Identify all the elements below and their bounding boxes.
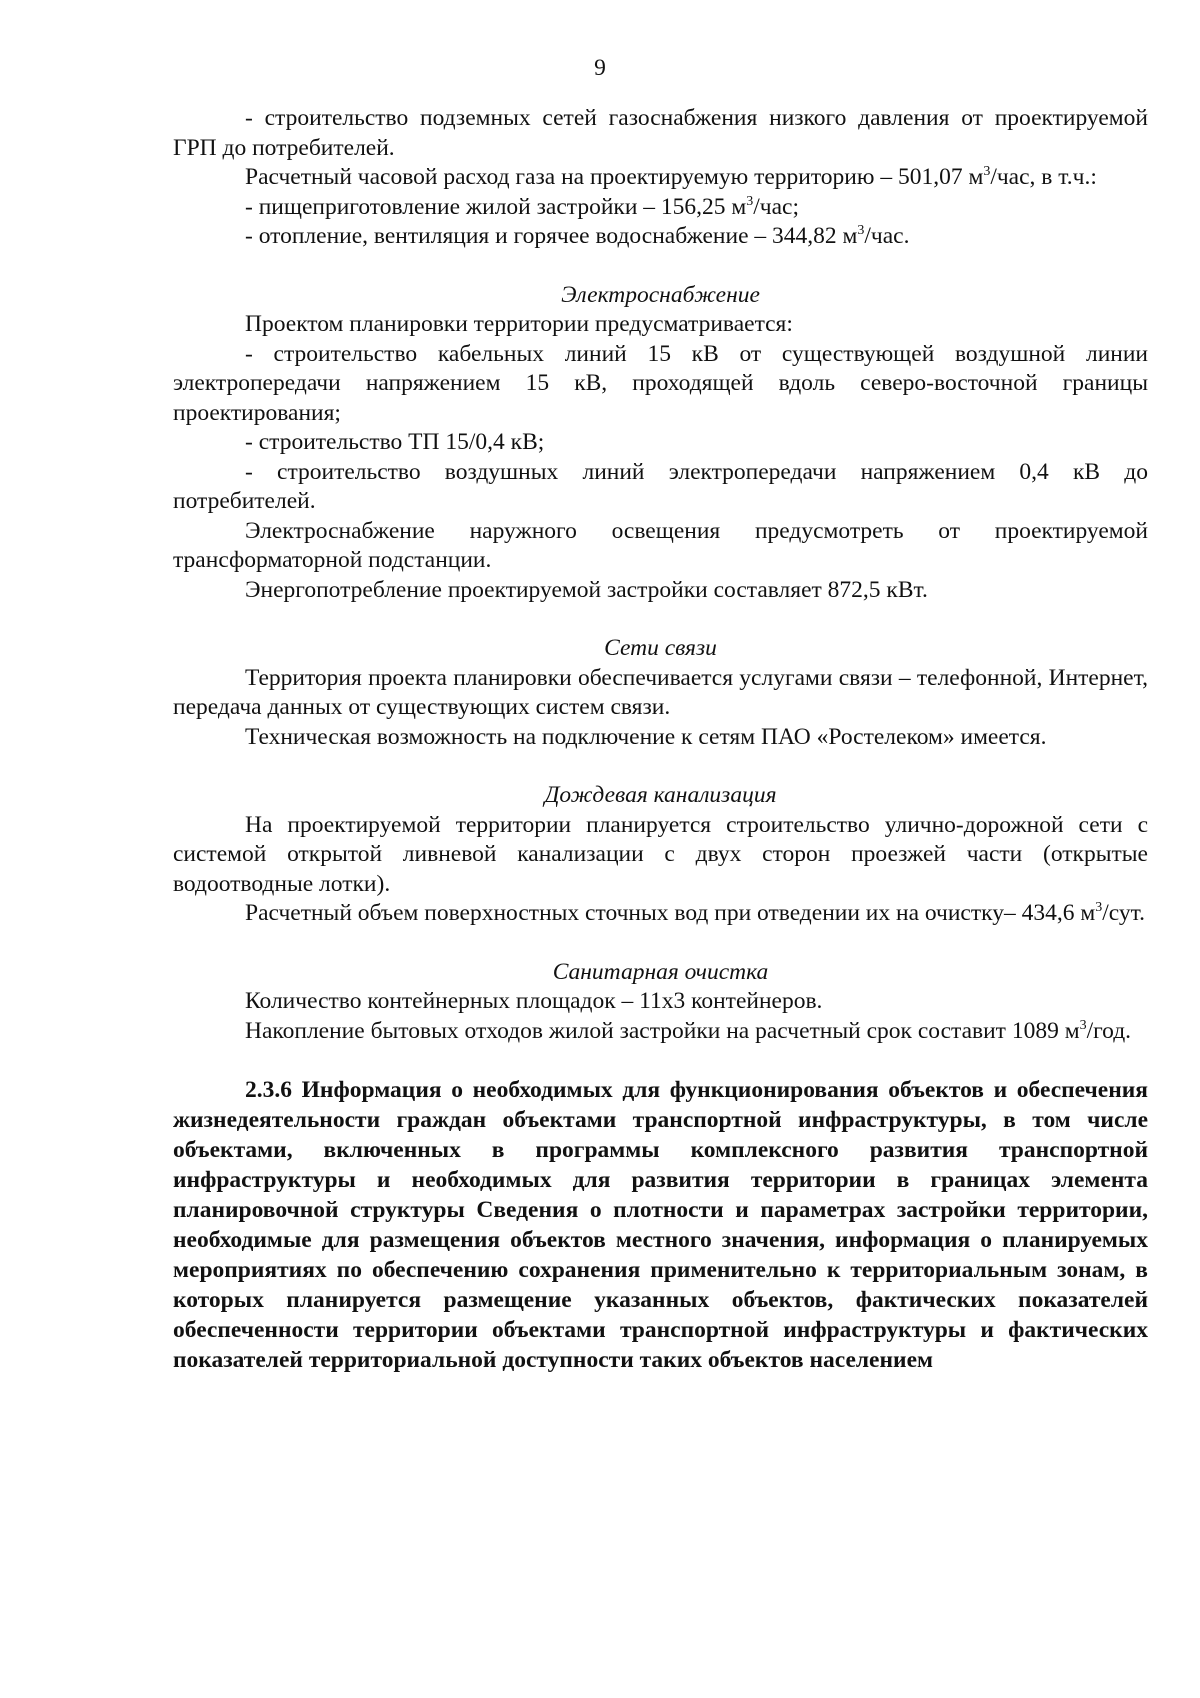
power-heading: Электроснабжение <box>561 281 760 308</box>
power-section <box>173 281 1148 606</box>
gas-paragraph-4 <box>173 222 1148 252</box>
storm-paragraph-2-text: Расчетный объем поверхностных сточных вод при отведении их на очистку– 434,6 м <box>245 900 1096 926</box>
superscript-3: 3 <box>1095 900 1103 915</box>
page-number: 9 <box>594 55 606 81</box>
superscript-3: 3 <box>746 193 754 209</box>
gas-paragraph-3-unit: /час; <box>753 193 800 220</box>
superscript-3: 3 <box>983 164 991 179</box>
power-paragraph-4: - строительство воздушных линий электропередачи напряжением 0,4 кВ до потребителей. <box>173 458 1148 514</box>
comms-paragraph-1: Территория проекта планировки обеспечивается услугами связи – телефонной, Интернет, передача данных от существующих систем связи. <box>173 664 1148 720</box>
comms-paragraph-2: Техническая возможность на подключение к сетям ПАО «Ростелеком» имеется. <box>245 723 1047 750</box>
storm-paragraph-1: На проектируемой территории планируется строительство улично-дорожной сети с системой открытой ливневой канализации с двух сторон проезжей части (открытые водоотводные лотки). <box>173 811 1148 897</box>
storm-paragraph-2-unit: /сут. <box>1102 900 1145 926</box>
power-paragraph-2: - строительство кабельных линий 15 кВ от существующей воздушной линии электропередачи напряжением 15 кВ, проходящей вдоль северо-восточной границы проектирования; <box>173 340 1148 426</box>
gas-paragraph-3-text: - пищеприготовление жилой застройки – 156,25 м <box>245 193 747 220</box>
gas-paragraph-1: - строительство подземных сетей газоснабжения низкого давления от проектируемой ГРП до потребителей. <box>173 105 1148 161</box>
sanitary-paragraph-2-unit: /год. <box>1086 1017 1132 1044</box>
comms-heading: Сети связи <box>604 635 717 661</box>
superscript-3: 3 <box>1079 1017 1087 1033</box>
storm-paragraph-2 <box>173 899 1148 929</box>
sanitary-section <box>173 958 1148 1047</box>
sanitary-paragraph-2-text: Накопление бытовых отходов жилой застройки на расчетный срок составит 1089 м <box>245 1017 1080 1044</box>
document-body <box>173 104 1148 1375</box>
gas-paragraph-4-text: - отопление, вентиляция и горячее водоснабжение – 344,82 м <box>245 223 858 249</box>
gas-paragraph-2-text: Расчетный часовой расход газа на проектируемую территорию – 501,07 м <box>245 164 984 190</box>
gas-paragraph-3 <box>173 193 1148 223</box>
sanitary-heading: Санитарная очистка <box>552 958 769 985</box>
power-paragraph-5: Электроснабжение наружного освещения предусмотреть от проектируемой трансформаторной подстанции. <box>173 517 1148 573</box>
power-paragraph-6: Энергопотребление проектируемой застройки составляет 872,5 кВт. <box>245 576 928 603</box>
sanitary-paragraph-1: Количество контейнерных площадок – 11х3 контейнеров. <box>245 988 823 1014</box>
comms-section <box>173 634 1148 752</box>
transport-section <box>173 1075 1148 1375</box>
gas-section <box>173 104 1148 252</box>
storm-section <box>173 781 1148 929</box>
gas-paragraph-4-unit: /час. <box>864 223 910 249</box>
superscript-3: 3 <box>857 223 865 238</box>
power-paragraph-3: - строительство ТП 15/0,4 кВ; <box>245 429 545 455</box>
sanitary-paragraph-2 <box>173 1017 1148 1047</box>
gas-paragraph-2 <box>173 163 1148 193</box>
storm-heading: Дождевая канализация <box>544 782 777 808</box>
gas-paragraph-2-unit: /час, в т.ч.: <box>990 164 1097 190</box>
power-paragraph-1: Проектом планировки территории предусматривается: <box>245 311 793 337</box>
section-title: 2.3.6 Информация о необходимых для функционирования объектов и обеспечения жизнедеятельности граждан объектами транспортной инфраструктуры, в том числе объектами, включенных в программы комплексного развития транспортной инфраструктуры и необходимых для развития территории в границах элемента планировочной структуры Сведения о плотности и параметрах застройки территории, необходимые для размещения объектов местного значения, информация о планируемых мероприятиях по обеспечению сохранения применительно к территориальным зонам, в которых планируется размещение указанных объектов, фактических показателей обеспеченности территории объектами транспортной инфраструктуры и фактических показателей территориальной доступности таких объектов населением <box>173 1077 1148 1373</box>
